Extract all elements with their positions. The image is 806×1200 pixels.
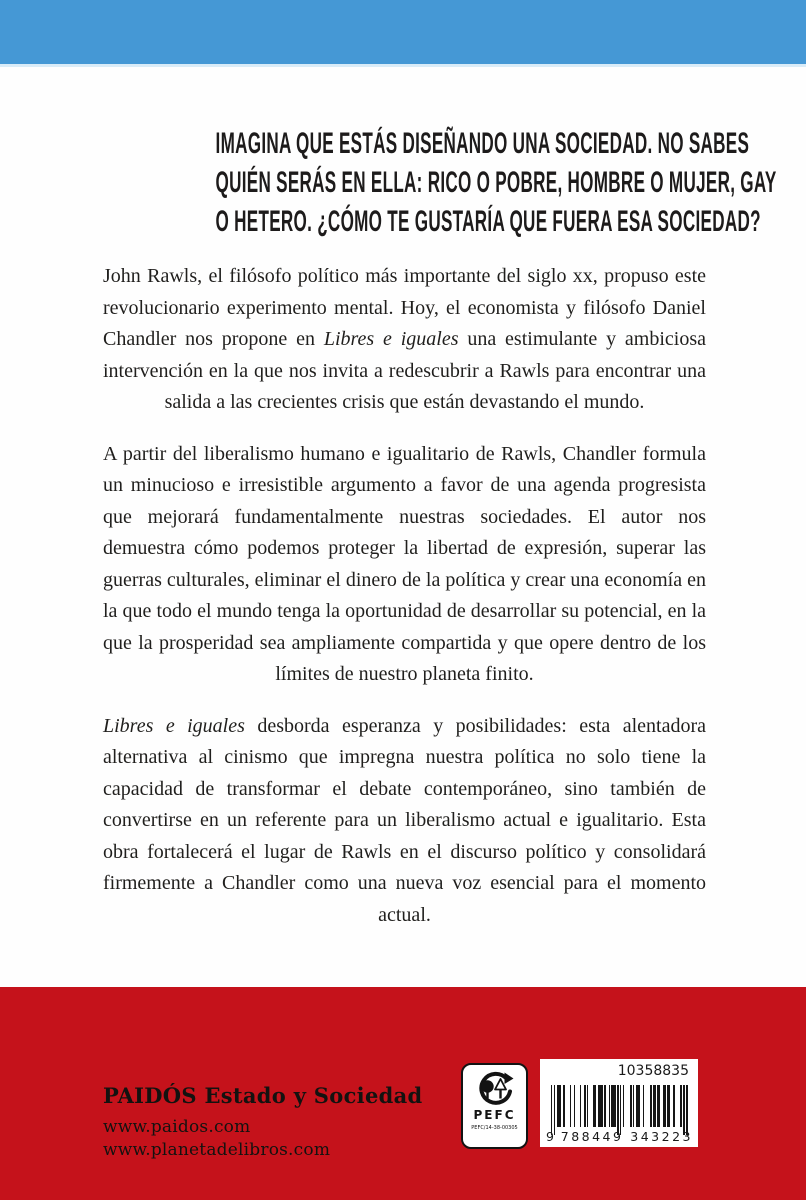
footer-red-band xyxy=(0,987,806,1200)
paragraph-2 xyxy=(103,439,706,691)
cover-text-block xyxy=(0,67,806,931)
pefc-tree-icon xyxy=(475,1070,515,1107)
headline-line-3: O HETERO. ¿CÓMO TE GUSTARÍA QUE FUERA ESA SOCIEDAD? xyxy=(215,205,761,238)
barcode-bars xyxy=(551,1085,688,1135)
barcode-internal-code: 10358835 xyxy=(617,1063,689,1079)
paragraph-1 xyxy=(103,261,706,419)
barcode-isbn-digits xyxy=(546,1129,693,1144)
paragraph-2-text: A partir del liberalismo humano e igualitario de Rawls, Chandler formula un minucioso e irresistible argumento a favor de una agenda progresista que mejorará fundamentalmente nuestras sociedades. El autor nos demuestra cómo podemos proteger la libertad de expresión, superar las guerras culturales, eliminar el dinero de la política y crear una economía en la que todo el mundo tenga la oportunidad de desarrollar su potencial, en la que la prosperidad sea ampliamente compartida y que opere dentro de los límites de nuestro planeta finito. xyxy=(103,442,706,685)
isbn-group-2: 343223 xyxy=(630,1129,693,1144)
publisher-url-paidos: www.paidos.com xyxy=(103,1117,251,1137)
pefc-certification-badge xyxy=(461,1063,528,1149)
isbn-first-digit: 9 xyxy=(546,1129,554,1144)
paragraph-3-text: desborda esperanza y posibilidades: esta alentadora alternativa al cinismo que impregna nuestra política no solo tiene la capacidad de transformar el debate contemporáneo, sino también de convertirse en un referente para un liberalismo actual e igualitario. Esta obra fortalecerá el lugar de Rawls en el discurso político y consolidará firmemente a Chandler como una nueva voz esencial para el momento actual. xyxy=(103,714,706,926)
paragraph-3 xyxy=(103,711,706,932)
paragraph-1-book-title: Libres e iguales xyxy=(323,328,459,350)
barcode-panel xyxy=(540,1059,698,1147)
publisher-imprint xyxy=(103,1083,422,1162)
paragraph-1-text: John Rawls, el filósofo político más importante del siglo xx, propuso este revolucionario experimento mental. Hoy, el economista y filósofo Daniel Chandler nos propone en xyxy=(103,265,706,350)
paragraph-1-text-cont: una estimulante y ambiciosa intervención en la que nos invita a redescubrir a Rawls para encontrar una salida a las crecientes crisis que están devastando el mundo. xyxy=(103,328,706,413)
paragraph-3-book-title: Libres e iguales xyxy=(103,714,245,737)
headline-line-1: IMAGINA QUE ESTÁS DISEÑANDO UNA SOCIEDAD. NO SABES xyxy=(215,127,750,160)
imprint-collection-title: PAIDÓS Estado y Sociedad xyxy=(103,1083,423,1108)
isbn-group-1: 788449 xyxy=(560,1129,624,1144)
cover-headline xyxy=(73,124,777,241)
pefc-cert-number: PEFC/14-38-00305 xyxy=(471,1125,518,1131)
headline-line-2: QUIÉN SERÁS EN ELLA: RICO O POBRE, HOMBRE O MUJER, GAY xyxy=(215,166,777,199)
pefc-label: PEFC xyxy=(473,1108,516,1122)
top-blue-band xyxy=(0,0,806,67)
publisher-url-planetadelibros: www.planetadelibros.com xyxy=(103,1140,331,1160)
